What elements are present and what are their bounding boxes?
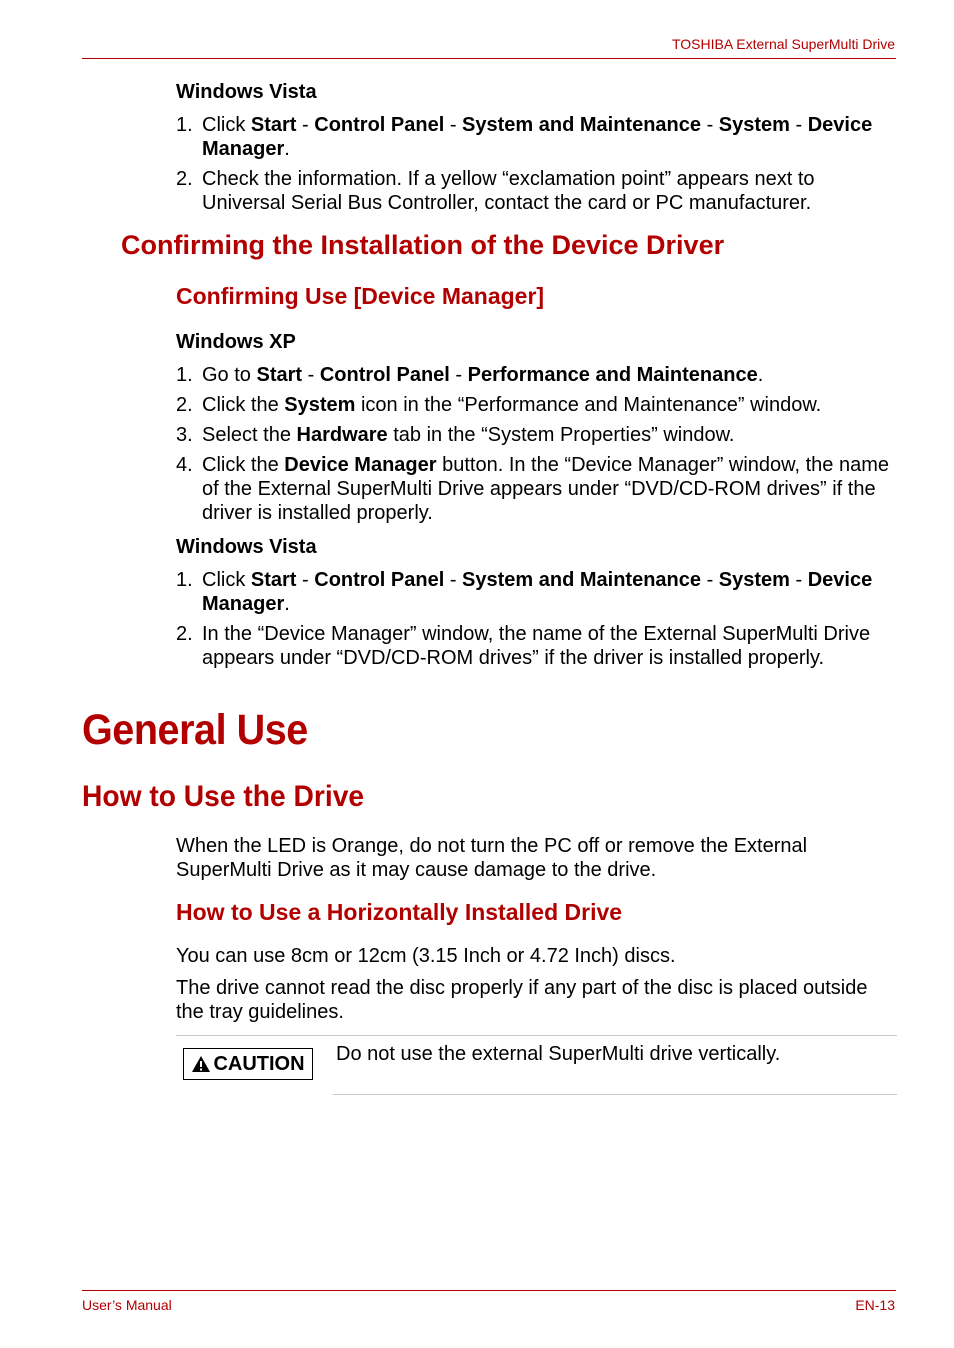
list-item-text (202, 394, 821, 416)
disc-size-text: You can use 8cm or 12cm (3.15 Inch or 4.72 Inch) discs. (176, 945, 676, 967)
list-item (176, 113, 896, 161)
caution-badge (183, 1048, 313, 1080)
bold-term: Device Manager (284, 454, 437, 476)
list-item (176, 622, 896, 670)
header-rule (82, 58, 896, 59)
text-run: - (789, 114, 808, 136)
bold-term: Device Manager (202, 114, 873, 160)
bold-term: Start (250, 569, 297, 591)
vista-steps (176, 568, 896, 670)
text-run: - (789, 569, 808, 591)
text-run: . (284, 593, 290, 615)
vista-top-heading: Windows Vista (176, 81, 317, 103)
caution-label: CAUTION (213, 1052, 305, 1075)
list-item-text (202, 623, 870, 669)
bold-term: System (284, 394, 356, 416)
bold-term: Start (250, 114, 297, 136)
bold-term: Control Panel (314, 114, 445, 136)
vista-heading: Windows Vista (176, 536, 317, 558)
confirm-section-title: Confirming the Installation of the Device Driver (121, 230, 725, 260)
bold-term: System and Maintenance (462, 114, 702, 136)
list-item-text (202, 168, 815, 214)
list-item-number: 1. (176, 569, 193, 591)
vista-top-steps (176, 113, 896, 215)
bold-term: Control Panel (319, 364, 450, 386)
list-item (176, 363, 896, 387)
vista-section (176, 535, 896, 670)
text-run: Click the (202, 454, 285, 476)
text-run: - (449, 364, 468, 386)
caution-top-rule (176, 1035, 897, 1036)
bold-term: System (718, 569, 790, 591)
text-run: - (296, 569, 315, 591)
text-run: button. In the “Device Manager” window, the name of the External SuperMulti Drive appears under “DVD/CD-ROM drives” if the driver is installed properly. (202, 454, 890, 524)
tray-guidelines-text: The drive cannot read the disc properly if any part of the disc is placed outside the tray guidelines. (176, 977, 868, 1023)
text-run: Click the (202, 394, 285, 416)
caution-bottom-rule (333, 1094, 897, 1095)
text-run: tab in the “System Properties” window. (387, 424, 735, 446)
bold-term: Performance and Maintenance (467, 364, 758, 386)
list-item-text (202, 364, 763, 386)
xp-heading: Windows XP (176, 331, 296, 353)
list-item-text (202, 114, 872, 160)
how-to-use-text: When the LED is Orange, do not turn the PC off or remove the External SuperMulti Drive as it may cause damage to the drive. (176, 835, 808, 881)
list-item-number: 1. (176, 364, 193, 386)
text-run: In the “Device Manager” window, the name of the External SuperMulti Drive appears under “DVD/CD-ROM drives” if the driver is installed properly. (202, 623, 871, 669)
text-run: - (444, 569, 463, 591)
confirm-subtitle: Confirming Use [Device Manager] (176, 283, 545, 309)
bold-term: System and Maintenance (462, 569, 702, 591)
text-run: - (701, 114, 719, 136)
xp-section (176, 330, 896, 525)
list-item-text (202, 569, 872, 615)
text-run: Select the (202, 424, 297, 446)
text-run: - (296, 114, 315, 136)
list-item (176, 423, 896, 447)
footer-rule (82, 1290, 896, 1291)
list-item-number: 2. (176, 394, 193, 416)
footer-manual-label: User’s Manual (82, 1297, 172, 1313)
text-run: Click (202, 569, 251, 591)
list-item (176, 167, 896, 215)
text-run: . (757, 364, 764, 386)
footer-page-number: EN-13 (855, 1297, 895, 1313)
caution-text: Do not use the external SuperMulti drive vertically. (336, 1043, 781, 1065)
general-use-title: General Use (82, 706, 308, 754)
list-item (176, 453, 896, 525)
header-title: TOSHIBA External SuperMulti Drive (671, 36, 895, 52)
warning-triangle-icon (191, 1055, 211, 1073)
text-run: - (701, 569, 719, 591)
text-run: Click (202, 114, 251, 136)
list-item (176, 568, 896, 616)
list-item-number: 3. (176, 424, 193, 446)
list-item-number: 4. (176, 454, 193, 476)
list-item-number: 2. (176, 623, 193, 645)
list-item-text (202, 454, 889, 524)
how-to-use-title: How to Use the Drive (82, 780, 365, 813)
list-item-number: 1. (176, 114, 193, 136)
bold-term: System (718, 114, 790, 136)
text-run: - (444, 114, 463, 136)
vista-top-section (176, 80, 896, 215)
bold-term: Control Panel (314, 569, 445, 591)
list-item-number: 2. (176, 168, 193, 190)
text-run: - (302, 364, 320, 386)
text-run: Check the information. If a yellow “exclamation point” appears next to Universal Serial Bus Controller, contact the card or PC manufacturer. (202, 168, 815, 214)
list-item (176, 393, 896, 417)
xp-steps (176, 363, 896, 525)
list-item-text (202, 424, 735, 446)
text-run: Go to (202, 364, 257, 386)
text-run: . (284, 138, 290, 160)
text-run: icon in the “Performance and Maintenance” window. (355, 394, 822, 416)
bold-term: Device Manager (202, 569, 873, 615)
bold-term: Hardware (296, 424, 388, 446)
horizontal-title: How to Use a Horizontally Installed Drive (176, 899, 623, 925)
bold-term: Start (256, 364, 303, 386)
